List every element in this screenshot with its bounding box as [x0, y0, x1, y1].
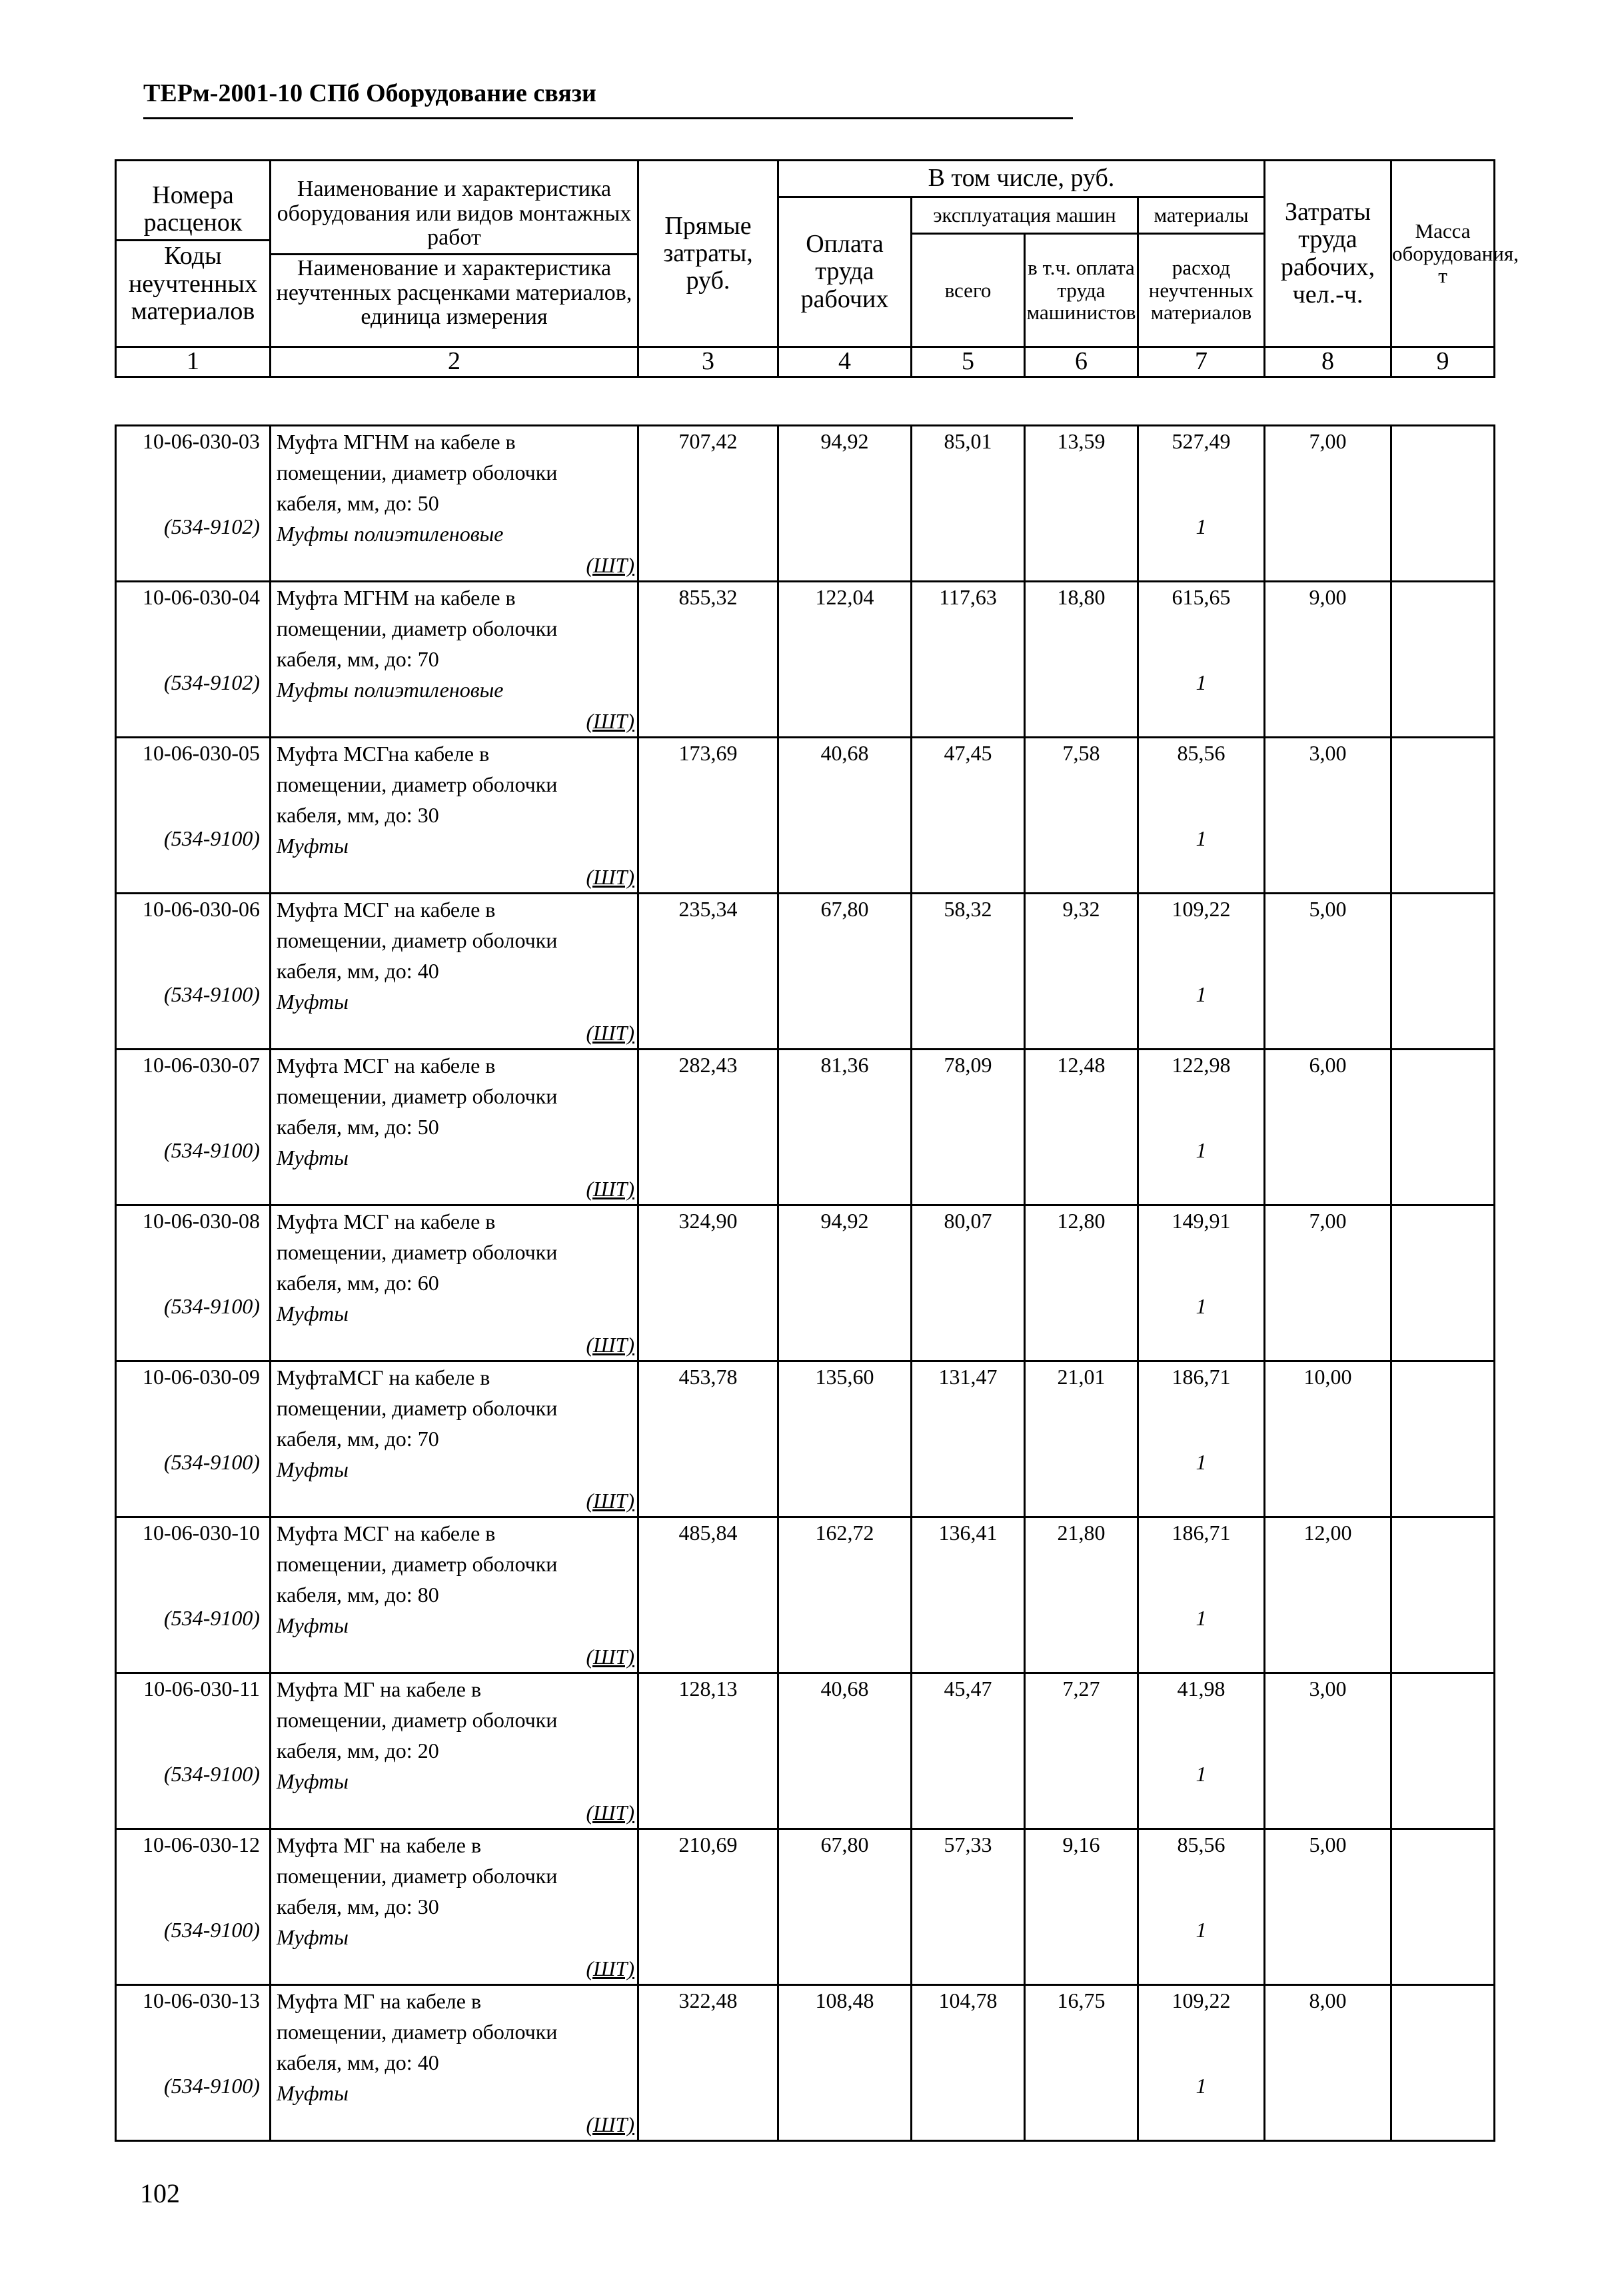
description-line: Муфта МСГ на кабеле в [277, 1209, 496, 1233]
description-line: кабеля, мм, до: 60 [277, 1271, 439, 1295]
material-unit: (ШТ) [586, 1645, 634, 1669]
description-cell [271, 1205, 638, 1361]
materials-cost: 85,56 [1177, 741, 1225, 765]
materials-cost: 109,22 [1172, 897, 1231, 921]
material-code: (534-9100) [164, 1918, 260, 1942]
material-name: Муфты [277, 1301, 349, 1325]
materials-cost: 149,91 [1172, 1209, 1231, 1233]
rate-code-cell [116, 1517, 271, 1673]
col-number: 9 [1391, 347, 1495, 377]
machines-total: 45,47 [912, 1673, 1025, 1829]
description-line: кабеля, мм, до: 40 [277, 2050, 439, 2074]
header-material-codes-label: Коды неучтенных материалов [117, 239, 269, 325]
material-unit: (ШТ) [586, 1489, 634, 1513]
material-quantity: 1 [1196, 1294, 1207, 1318]
direct-costs: 128,13 [638, 1673, 778, 1829]
rate-code-cell [116, 1050, 271, 1205]
table-row [116, 1829, 1495, 1985]
header-labor-hours: Затраты труда рабочих, чел.-ч. [1265, 161, 1391, 347]
machines-total: 131,47 [912, 1361, 1025, 1517]
materials-cost-cell [1138, 426, 1265, 582]
col-number: 3 [638, 347, 778, 377]
equipment-mass [1391, 582, 1495, 738]
col-number: 4 [778, 347, 912, 377]
rate-code: 10-06-030-09 [143, 1365, 260, 1389]
labor-hours: 7,00 [1265, 426, 1391, 582]
material-code: (534-9100) [164, 1762, 260, 1786]
material-name: Муфты полиэтиленовые [277, 678, 504, 702]
description-cell [271, 1050, 638, 1205]
rate-code-cell [116, 1829, 271, 1985]
material-code: (534-9100) [164, 1138, 260, 1162]
header-worker-pay: Оплата труда рабочих [778, 197, 912, 347]
direct-costs: 855,32 [638, 582, 778, 738]
material-name: Муфты [277, 1613, 349, 1637]
table-row [116, 1205, 1495, 1361]
operator-pay: 18,80 [1025, 582, 1138, 738]
worker-pay: 40,68 [778, 738, 912, 894]
description-line: помещении, диаметр оболочки [277, 1240, 558, 1264]
operator-pay: 7,27 [1025, 1673, 1138, 1829]
material-code: (534-9100) [164, 1606, 260, 1630]
material-code: (534-9100) [164, 826, 260, 850]
operator-pay: 16,75 [1025, 1985, 1138, 2141]
col-number: 6 [1025, 347, 1138, 377]
header-unaccounted-materials: расход неучтенных материалов [1138, 234, 1265, 347]
materials-cost: 186,71 [1172, 1521, 1231, 1545]
materials-cost-cell [1138, 1205, 1265, 1361]
worker-pay: 122,04 [778, 582, 912, 738]
description-line: кабеля, мм, до: 40 [277, 959, 439, 983]
material-code: (534-9100) [164, 982, 260, 1006]
machines-total: 117,63 [912, 582, 1025, 738]
material-unit: (ШТ) [586, 709, 634, 733]
materials-cost-cell [1138, 738, 1265, 894]
labor-hours: 6,00 [1265, 1050, 1391, 1205]
table-row [116, 426, 1495, 582]
header-materials: материалы [1138, 197, 1265, 234]
material-quantity: 1 [1196, 2074, 1207, 2098]
description-cell [271, 738, 638, 894]
material-unit: (ШТ) [586, 1333, 634, 1357]
col-number: 8 [1265, 347, 1391, 377]
rate-code: 10-06-030-04 [143, 585, 260, 609]
operator-pay: 9,32 [1025, 894, 1138, 1050]
description-line: кабеля, мм, до: 30 [277, 1894, 439, 1918]
description-cell [271, 1673, 638, 1829]
description-line: помещении, диаметр оболочки [277, 1864, 558, 1888]
table-row [116, 738, 1495, 894]
table-row [116, 894, 1495, 1050]
description-line: помещении, диаметр оболочки [277, 1084, 558, 1108]
table-row [116, 1361, 1495, 1517]
material-quantity: 1 [1196, 1138, 1207, 1162]
description-cell [271, 1361, 638, 1517]
worker-pay: 135,60 [778, 1361, 912, 1517]
equipment-mass [1391, 1985, 1495, 2141]
material-name: Муфты [277, 1145, 349, 1169]
labor-hours: 10,00 [1265, 1361, 1391, 1517]
rate-code-cell [116, 426, 271, 582]
worker-pay: 108,48 [778, 1985, 912, 2141]
header-operator-pay-label: в т.ч. оплата труда машинистов [1026, 256, 1136, 325]
direct-costs: 173,69 [638, 738, 778, 894]
equipment-mass [1391, 1517, 1495, 1673]
equipment-mass [1391, 426, 1495, 582]
header-operator-pay [1025, 234, 1138, 347]
worker-pay: 67,80 [778, 894, 912, 1050]
description-line: кабеля, мм, до: 50 [277, 1115, 439, 1139]
worker-pay: 94,92 [778, 1205, 912, 1361]
materials-cost: 122,98 [1172, 1053, 1231, 1077]
equipment-mass [1391, 1050, 1495, 1205]
materials-cost-cell [1138, 1829, 1265, 1985]
material-unit: (ШТ) [586, 2112, 634, 2136]
worker-pay: 67,80 [778, 1829, 912, 1985]
header-table [115, 159, 1519, 378]
material-name: Муфты [277, 1769, 349, 1793]
operator-pay: 7,58 [1025, 738, 1138, 894]
description-line: помещении, диаметр оболочки [277, 1552, 558, 1576]
description-line: кабеля, мм, до: 70 [277, 647, 439, 671]
direct-costs: 282,43 [638, 1050, 778, 1205]
rate-code-cell [116, 738, 271, 894]
header-including-group: В том числе, руб. [778, 161, 1265, 197]
description-line: кабеля, мм, до: 70 [277, 1427, 439, 1451]
material-code: (534-9102) [164, 514, 260, 538]
description-line: кабеля, мм, до: 80 [277, 1583, 439, 1607]
direct-costs: 485,84 [638, 1517, 778, 1673]
description-line: Муфта МСГ на кабеле в [277, 1054, 496, 1078]
description-cell [271, 1829, 638, 1985]
equipment-mass [1391, 1205, 1495, 1361]
rate-code: 10-06-030-05 [143, 741, 260, 765]
machines-total: 78,09 [912, 1050, 1025, 1205]
worker-pay: 162,72 [778, 1517, 912, 1673]
materials-cost-cell [1138, 1517, 1265, 1673]
labor-hours: 5,00 [1265, 1829, 1391, 1985]
table-row [116, 1985, 1495, 2141]
material-name: Муфты полиэтиленовые [277, 522, 504, 546]
labor-hours: 3,00 [1265, 738, 1391, 894]
machines-total: 85,01 [912, 426, 1025, 582]
materials-cost-cell [1138, 1050, 1265, 1205]
labor-hours: 5,00 [1265, 894, 1391, 1050]
material-quantity: 1 [1196, 1762, 1207, 1786]
material-unit: (ШТ) [586, 1021, 634, 1045]
labor-hours: 9,00 [1265, 582, 1391, 738]
worker-pay: 81,36 [778, 1050, 912, 1205]
rate-code-cell [116, 1205, 271, 1361]
material-code: (534-9100) [164, 1294, 260, 1318]
equipment-mass [1391, 1829, 1495, 1985]
header-machine-operation: эксплуатация машин [912, 197, 1138, 234]
rate-code: 10-06-030-13 [143, 1988, 260, 2012]
title-rule [143, 117, 1073, 119]
materials-cost: 41,98 [1177, 1677, 1225, 1701]
rate-code-cell [116, 1361, 271, 1517]
rate-code-cell [116, 894, 271, 1050]
operator-pay: 21,80 [1025, 1517, 1138, 1673]
material-unit: (ШТ) [586, 553, 634, 577]
description-line: кабеля, мм, до: 20 [277, 1739, 439, 1763]
description-line: помещении, диаметр оболочки [277, 460, 558, 484]
description-line: Муфта МГНМ на кабеле в [277, 430, 516, 454]
material-code: (534-9100) [164, 1450, 260, 1474]
materials-cost-cell [1138, 582, 1265, 738]
document-title: ТЕРм-2001-10 СПб Оборудование связи [143, 79, 596, 107]
rates-table [115, 424, 1495, 2142]
description-cell [271, 894, 638, 1050]
labor-hours: 7,00 [1265, 1205, 1391, 1361]
description-line: Муфта МГ на кабеле в [277, 1677, 482, 1701]
operator-pay: 9,16 [1025, 1829, 1138, 1985]
description-line: помещении, диаметр оболочки [277, 772, 558, 796]
description-line: помещении, диаметр оболочки [277, 1708, 558, 1732]
equipment-mass [1391, 738, 1495, 894]
labor-hours: 3,00 [1265, 1673, 1391, 1829]
equipment-mass [1391, 1361, 1495, 1517]
description-line: Муфта МСГ на кабеле в [277, 898, 496, 922]
direct-costs: 210,69 [638, 1829, 778, 1985]
machines-total: 57,33 [912, 1829, 1025, 1985]
material-name: Муфты [277, 834, 349, 858]
material-quantity: 1 [1196, 670, 1207, 694]
operator-pay: 12,48 [1025, 1050, 1138, 1205]
machines-total: 80,07 [912, 1205, 1025, 1361]
header-number-row [116, 347, 1495, 377]
description-cell [271, 426, 638, 582]
description-line: Муфта МГНМ на кабеле в [277, 586, 516, 610]
materials-cost-cell [1138, 894, 1265, 1050]
material-quantity: 1 [1196, 982, 1207, 1006]
material-name: Муфты [277, 1925, 349, 1949]
labor-hours: 8,00 [1265, 1985, 1391, 2141]
material-unit: (ШТ) [586, 865, 634, 889]
description-line: помещении, диаметр оболочки [277, 2020, 558, 2044]
description-cell [271, 582, 638, 738]
direct-costs: 453,78 [638, 1361, 778, 1517]
materials-cost: 527,49 [1172, 429, 1231, 453]
material-code: (534-9102) [164, 670, 260, 694]
description-line: помещении, диаметр оболочки [277, 928, 558, 952]
description-line: Муфта МСГна кабеле в [277, 742, 490, 766]
description-line: Муфта МСГ на кабеле в [277, 1521, 496, 1545]
operator-pay: 21,01 [1025, 1361, 1138, 1517]
material-quantity: 1 [1196, 826, 1207, 850]
material-code: (534-9100) [164, 2074, 260, 2098]
material-name: Муфты [277, 1457, 349, 1481]
rate-code-cell [116, 1985, 271, 2141]
table-row [116, 1050, 1495, 1205]
worker-pay: 94,92 [778, 426, 912, 582]
equipment-mass [1391, 1673, 1495, 1829]
header-rate-numbers [116, 161, 271, 347]
description-line: Муфта МГ на кабеле в [277, 1833, 482, 1857]
rate-code: 10-06-030-07 [143, 1053, 260, 1077]
description-line: помещении, диаметр оболочки [277, 1396, 558, 1420]
material-quantity: 1 [1196, 514, 1207, 538]
description-line: помещении, диаметр оболочки [277, 616, 558, 640]
header-rate-numbers-label: Номера расценок [143, 181, 243, 237]
rate-code: 10-06-030-03 [143, 429, 260, 453]
header-description [271, 161, 638, 347]
header-material-description-label: Наименование и характеристика неучтенных расценками материалов, единица измерения [271, 253, 637, 330]
operator-pay: 12,80 [1025, 1205, 1138, 1361]
machines-total: 104,78 [912, 1985, 1025, 2141]
description-line: кабеля, мм, до: 30 [277, 803, 439, 827]
description-cell [271, 1985, 638, 2141]
direct-costs: 707,42 [638, 426, 778, 582]
page-number: 102 [140, 2178, 180, 2208]
material-quantity: 1 [1196, 1606, 1207, 1630]
col-number: 5 [912, 347, 1025, 377]
rate-code: 10-06-030-06 [143, 897, 260, 921]
machines-total: 136,41 [912, 1517, 1025, 1673]
rate-code: 10-06-030-10 [143, 1521, 260, 1545]
rate-code: 10-06-030-12 [143, 1833, 260, 1857]
materials-cost-cell [1138, 1985, 1265, 2141]
rate-code: 10-06-030-11 [143, 1677, 260, 1701]
materials-cost: 85,56 [1177, 1833, 1225, 1857]
materials-cost: 186,71 [1172, 1365, 1231, 1389]
materials-cost: 109,22 [1172, 1988, 1231, 2012]
header-work-description-label: Наименование и характеристика оборудования или видов монтажных работ [277, 176, 632, 251]
header-machines-total: всего [912, 234, 1025, 347]
description-line: МуфтаМСГ на кабеле в [277, 1365, 490, 1389]
table-row [116, 1517, 1495, 1673]
materials-cost-cell [1138, 1361, 1265, 1517]
col-number: 2 [271, 347, 638, 377]
col-number: 1 [116, 347, 271, 377]
header-equipment-mass: Масса оборудования, т [1391, 161, 1495, 347]
material-name: Муфты [277, 2081, 349, 2105]
material-unit: (ШТ) [586, 1177, 634, 1201]
materials-cost-cell [1138, 1673, 1265, 1829]
table-row [116, 582, 1495, 738]
description-cell [271, 1517, 638, 1673]
rate-code-cell [116, 1673, 271, 1829]
worker-pay: 40,68 [778, 1673, 912, 1829]
rate-code: 10-06-030-08 [143, 1209, 260, 1233]
rate-code-cell [116, 582, 271, 738]
material-unit: (ШТ) [586, 1956, 634, 1980]
operator-pay: 13,59 [1025, 426, 1138, 582]
material-quantity: 1 [1196, 1918, 1207, 1942]
header-direct-costs: Прямые затраты, руб. [638, 161, 778, 347]
material-name: Муфты [277, 990, 349, 1014]
machines-total: 58,32 [912, 894, 1025, 1050]
machines-total: 47,45 [912, 738, 1025, 894]
material-unit: (ШТ) [586, 1801, 634, 1825]
description-line: кабеля, мм, до: 50 [277, 491, 439, 515]
equipment-mass [1391, 894, 1495, 1050]
table-row [116, 1673, 1495, 1829]
direct-costs: 324,90 [638, 1205, 778, 1361]
material-quantity: 1 [1196, 1450, 1207, 1474]
description-line: Муфта МГ на кабеле в [277, 1989, 482, 2013]
materials-cost: 615,65 [1172, 585, 1231, 609]
col-number: 7 [1138, 347, 1265, 377]
labor-hours: 12,00 [1265, 1517, 1391, 1673]
direct-costs: 235,34 [638, 894, 778, 1050]
direct-costs: 322,48 [638, 1985, 778, 2141]
